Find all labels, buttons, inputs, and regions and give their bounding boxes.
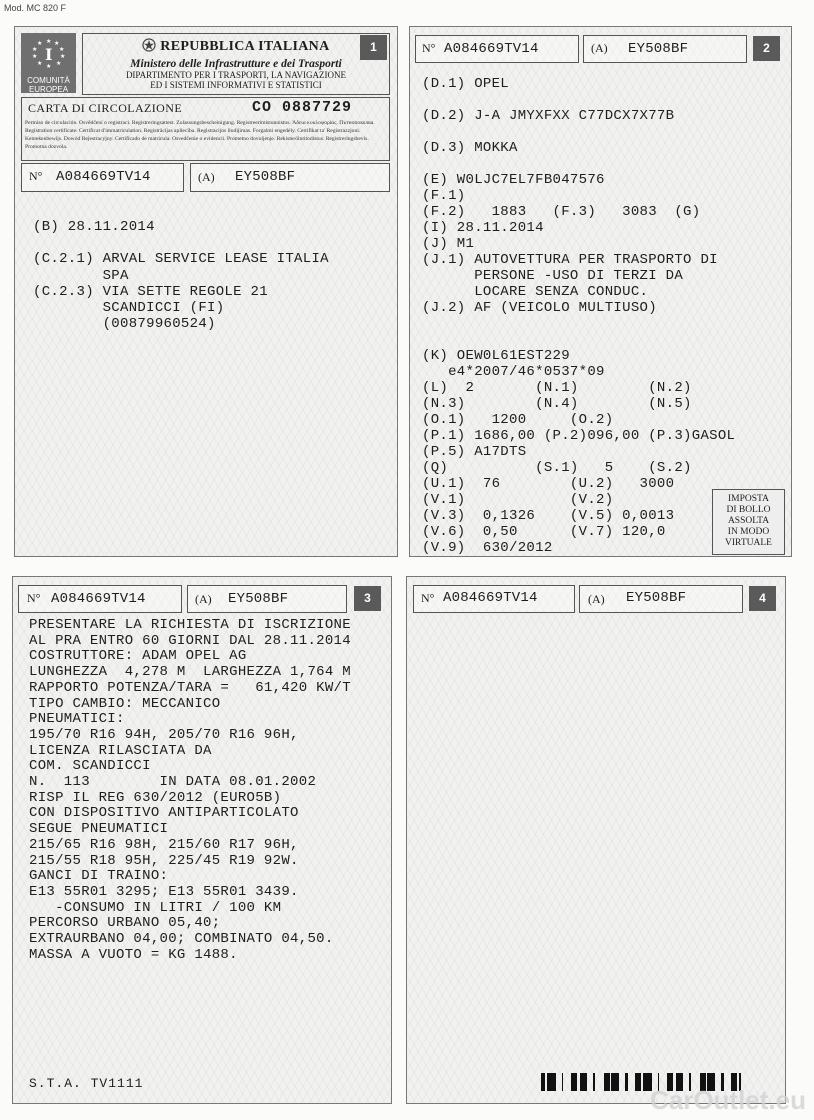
republic-text: REPUBBLICA ITALIANA bbox=[160, 39, 330, 54]
serial-value: A084669TV14 bbox=[444, 41, 539, 57]
eu-stars-icon bbox=[29, 37, 67, 71]
plate-label: (A) bbox=[195, 592, 212, 606]
field-line: CON DISPOSITIVO ANTIPARTICOLATO bbox=[29, 805, 299, 822]
field-line: GANCI DI TRAINO: bbox=[29, 868, 169, 885]
page-1-panel bbox=[14, 26, 398, 557]
field-line: MASSA A VUOTO = KG 1488. bbox=[29, 946, 238, 963]
eu-label-line1: COMUNITÀ bbox=[27, 76, 70, 85]
field-line: 215/55 R18 95H, 225/45 R19 92W. bbox=[29, 852, 299, 869]
page-number: 3 bbox=[354, 586, 381, 611]
field-line: -CONSUMO IN LITRI / 100 KM bbox=[29, 899, 282, 916]
tax-line: ASSOLTA bbox=[727, 516, 770, 526]
serial-label: N° bbox=[421, 591, 435, 605]
field-line: E13 55R01 3295; E13 55R01 3439. bbox=[29, 883, 299, 900]
plate-box bbox=[583, 35, 747, 63]
eu-label bbox=[21, 76, 76, 94]
svg-text:★: ★ bbox=[37, 60, 43, 67]
field-line: 215/65 R16 98H, 215/60 R17 96H, bbox=[29, 836, 299, 853]
department-line2: ED I SISTEMI INFORMATIVI E STATISTICI bbox=[150, 80, 322, 90]
plate-label: (A) bbox=[198, 170, 215, 184]
field-line: EXTRAURBANO 04,00; COMBINATO 04,50. bbox=[29, 931, 334, 947]
field-line: AL PRA ENTRO 60 GIORNI DAL 28.11.2014 bbox=[29, 632, 351, 649]
svg-text:★: ★ bbox=[37, 40, 43, 47]
republic-title bbox=[83, 38, 389, 55]
field-line: (00879960524) bbox=[33, 316, 216, 333]
serial-value: A084669TV14 bbox=[56, 169, 151, 185]
page-3-panel bbox=[12, 576, 392, 1104]
field-line: (N.3) (N.4) (N.5) bbox=[422, 396, 692, 412]
field-line: LICENZA RILASCIATA DA bbox=[29, 742, 212, 759]
field-line: (D.3) MOKKA bbox=[422, 140, 518, 156]
serial-number-box bbox=[415, 35, 579, 63]
field-line: SEGUE PNEUMATICI bbox=[29, 821, 169, 838]
carta-number: CO 0887729 bbox=[252, 99, 353, 116]
field-line: LOCARE SENZA CONDUC. bbox=[422, 284, 649, 300]
field-line: (I) 28.11.2014 bbox=[422, 220, 544, 236]
plate-label: (A) bbox=[591, 41, 608, 55]
svg-text:★: ★ bbox=[56, 60, 62, 67]
svg-text:★: ★ bbox=[46, 63, 52, 70]
carta-title: CARTA DI CIRCOLAZIONE bbox=[28, 101, 183, 115]
plate-label: (A) bbox=[588, 592, 605, 606]
office-code: S.T.A. TV1111 bbox=[29, 1076, 144, 1091]
svg-text:★: ★ bbox=[60, 53, 66, 60]
field-line: (V.3) 0,1326 (V.5) 0,0013 bbox=[422, 508, 675, 524]
field-line: (V.6) 0,50 (V.7) 120,0 bbox=[422, 524, 666, 540]
tax-line: IMPOSTA bbox=[728, 494, 769, 504]
field-line: (C.2.1) ARVAL SERVICE LEASE ITALIA bbox=[33, 251, 329, 268]
field-line: (K) OEW0L61EST229 bbox=[422, 348, 570, 364]
field-line: PERCORSO URBANO 05,40; bbox=[29, 915, 221, 932]
svg-text:I: I bbox=[45, 45, 53, 64]
field-line: (V.1) (V.2) bbox=[422, 492, 614, 508]
field-line: (J) M1 bbox=[422, 236, 475, 252]
watermark: CarOutlet.eu bbox=[649, 1085, 806, 1115]
field-line: (O.1) 1200 (O.2) bbox=[422, 412, 614, 428]
field-line: (L) 2 (N.1) (N.2) bbox=[422, 380, 692, 396]
emblem-icon bbox=[142, 38, 156, 52]
field-line: LUNGHEZZA 4,278 M LARGHEZZA 1,764 M bbox=[29, 664, 351, 681]
serial-number-box bbox=[18, 585, 182, 613]
plate-value: EY508BF bbox=[235, 169, 296, 185]
field-line: (P.1) 1686,00 (P.2)096,00 (P.3)GASOL bbox=[422, 428, 736, 444]
serial-value: A084669TV14 bbox=[51, 591, 146, 607]
page-number: 1 bbox=[360, 35, 387, 60]
page-4-panel bbox=[406, 576, 786, 1104]
serial-label: N° bbox=[27, 591, 41, 605]
svg-text:★: ★ bbox=[54, 40, 60, 47]
svg-text:★: ★ bbox=[59, 46, 65, 53]
field-line: RISP IL REG 630/2012 (EURO5B) bbox=[29, 789, 282, 806]
eu-emblem bbox=[21, 33, 76, 93]
serial-number-box bbox=[413, 585, 575, 613]
serial-label: N° bbox=[29, 169, 43, 183]
svg-text:★: ★ bbox=[32, 53, 38, 60]
eu-label-line2: EUROPEA bbox=[28, 85, 69, 94]
field-line: (F.2) 1883 (F.3) 3083 (G) bbox=[422, 204, 701, 220]
carta-box bbox=[21, 97, 390, 161]
svg-text:★: ★ bbox=[32, 46, 38, 53]
page-number: 2 bbox=[753, 36, 780, 61]
plate-value: EY508BF bbox=[626, 590, 687, 606]
field-line: 195/70 R16 94H, 205/70 R16 96H, bbox=[29, 726, 299, 743]
serial-number-box bbox=[21, 163, 184, 192]
plate-value: EY508BF bbox=[628, 41, 689, 57]
tax-line: VIRTUALE bbox=[725, 538, 772, 548]
field-line: (F.1) bbox=[422, 188, 466, 204]
department-line1: DIPARTIMENTO PER I TRASPORTI, LA NAVIGAZIONE bbox=[125, 70, 347, 80]
field-line: COM. SCANDICCI bbox=[29, 758, 151, 775]
field-line: (B) 28.11.2014 bbox=[33, 219, 155, 235]
plate-box bbox=[579, 585, 743, 613]
plate-value: EY508BF bbox=[228, 591, 289, 607]
plate-box bbox=[190, 163, 390, 192]
field-line: (J.1) AUTOVETTURA PER TRASPORTO DI bbox=[422, 252, 718, 268]
serial-value: A084669TV14 bbox=[443, 590, 538, 606]
tax-line: IN MODO bbox=[727, 527, 770, 537]
tax-stamp-box bbox=[712, 489, 785, 555]
field-line: SPA bbox=[33, 267, 129, 284]
field-line: (Q) (S.1) 5 (S.2) bbox=[422, 460, 692, 476]
field-line: TIPO CAMBIO: MECCANICO bbox=[29, 695, 221, 712]
ministry-name: Ministero delle Infrastrutture e dei Trasporti bbox=[130, 58, 342, 70]
tax-line: DI BOLLO bbox=[726, 505, 771, 515]
field-line: (V.9) 630/2012 bbox=[422, 540, 553, 556]
field-line: COSTRUTTORE: ADAM OPEL AG bbox=[29, 648, 247, 665]
plate-box bbox=[187, 585, 347, 613]
page-2-panel bbox=[409, 26, 792, 557]
field-line: SCANDICCI (FI) bbox=[33, 300, 225, 316]
page-number: 4 bbox=[749, 586, 776, 611]
field-line: RAPPORTO POTENZA/TARA = 61,420 KW/T bbox=[29, 679, 351, 696]
field-line: (J.2) AF (VEICOLO MULTIUSO) bbox=[422, 300, 657, 316]
field-line: PRESENTARE LA RICHIESTA DI ISCRIZIONE bbox=[29, 617, 351, 633]
field-line: e4*2007/46*0537*09 bbox=[422, 364, 605, 380]
form-code: Mod. MC 820 F bbox=[4, 3, 67, 13]
field-line: PERSONE -USO DI TERZI DA bbox=[422, 268, 684, 284]
svg-text:★: ★ bbox=[46, 38, 52, 45]
field-line: N. 113 IN DATA 08.01.2002 bbox=[29, 774, 317, 790]
multilingual-titles: Permiso de circulación. Osvědčení o registraci. Registreringsattest. Zulassungsbescheinigung. Registreerimistunnistus. Άδεια κυκλοφορίας. Пътнопоколва. Registration certificate. Certificat d'immatriculation. Registrācijas apliecība. Registracijos liudijimas. Forgalmi engedély. Certifikat ta' Registrazzjoni. Kentekenbewijs. Dowód Rejestracyjny. Certificado de matrícula. Osvedčenie o evidencii. Prometno dovoljenje. Rekisteröintitodistus. Registreringsbevis. Promotna dozvola. bbox=[25, 120, 375, 150]
field-line: (D.2) J-A JMYXFXX C77DCX7X77B bbox=[422, 108, 675, 124]
field-line: (E) W0LJC7EL7FB047576 bbox=[422, 172, 605, 188]
field-line: (P.5) A17DTS bbox=[422, 444, 527, 460]
field-line: PNEUMATICI: bbox=[29, 711, 125, 728]
field-line: (U.1) 76 (U.2) 3000 bbox=[422, 476, 675, 492]
serial-label: N° bbox=[422, 41, 436, 55]
field-line: (D.1) OPEL bbox=[422, 76, 510, 92]
ministry-header bbox=[82, 33, 390, 95]
field-line: (C.2.3) VIA SETTE REGOLE 21 bbox=[33, 283, 268, 300]
